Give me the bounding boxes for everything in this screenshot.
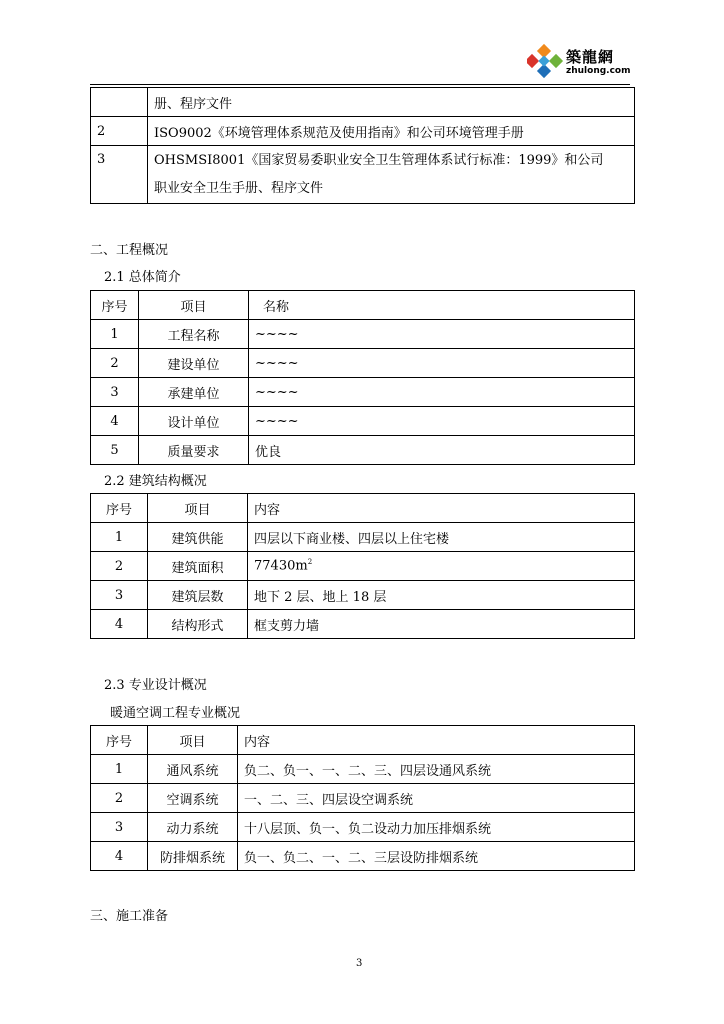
cell: 工程名称 <box>139 320 249 349</box>
row-number: 3 <box>91 146 148 204</box>
cell: 结构形式 <box>148 610 248 639</box>
table-row <box>91 784 635 813</box>
cell: 质量要求 <box>139 436 249 465</box>
cell: 承建单位 <box>139 378 249 407</box>
cell: 建筑供能 <box>148 523 248 552</box>
cell: 建筑层数 <box>148 581 248 610</box>
cell: 1 <box>91 320 139 349</box>
cell: 3 <box>91 813 148 842</box>
cell: 四层以下商业楼、四层以上住宅楼 <box>248 523 635 552</box>
header-divider <box>90 84 630 85</box>
cell: 负一、负二、一、二、三层设防排烟系统 <box>238 842 635 871</box>
row-number: 2 <box>91 117 148 146</box>
cell <box>248 552 635 581</box>
row-text-line: OHSMSI8001《国家贸易委职业安全卫生管理体系试行标准：1999》和公司 <box>154 152 604 168</box>
cell: 1 <box>91 755 148 784</box>
table-row <box>91 842 635 871</box>
table-row <box>91 378 635 407</box>
cell: ~~~~ <box>249 407 635 436</box>
logo-url: zhulong.com <box>566 66 631 76</box>
cell: 1 <box>91 523 148 552</box>
table-row <box>91 117 635 146</box>
section-3-title: 三、施工准备 <box>90 909 169 924</box>
table-row <box>91 320 635 349</box>
cell: ~~~~ <box>249 349 635 378</box>
cell: 2 <box>91 552 148 581</box>
table-row <box>91 407 635 436</box>
row-text-line: 职业安全卫生手册、程序文件 <box>154 180 324 196</box>
cell: 4 <box>91 610 148 639</box>
cell: 动力系统 <box>148 813 238 842</box>
header-cell: 项目 <box>148 494 248 523</box>
header-cell: 序号 <box>91 494 148 523</box>
table-row <box>91 610 635 639</box>
cell: ~~~~ <box>249 320 635 349</box>
table-row <box>91 552 635 581</box>
table-row <box>91 581 635 610</box>
cell: 地下 2 层、地上 18 层 <box>248 581 635 610</box>
cell: 建设单位 <box>139 349 249 378</box>
header-cell: 名称 <box>249 291 635 320</box>
cell: 2 <box>91 784 148 813</box>
hvac-table <box>90 725 635 871</box>
section-2-1-title: 2.1 总体简介 <box>104 270 181 285</box>
header-cell: 内容 <box>238 726 635 755</box>
section-2-2-title: 2.2 建筑结构概况 <box>104 474 207 489</box>
header-cell: 内容 <box>248 494 635 523</box>
reference-table <box>90 87 635 204</box>
row-text: 册、程序文件 <box>148 88 635 117</box>
table-row <box>91 523 635 552</box>
logo-name: 築龍網 <box>566 48 615 66</box>
area-value: 77430m <box>254 558 308 574</box>
cell: 优良 <box>249 436 635 465</box>
area-superscript: 2 <box>307 558 313 567</box>
header-cell: 项目 <box>148 726 238 755</box>
table-row <box>91 813 635 842</box>
row-text <box>148 146 635 204</box>
cell: 防排烟系统 <box>148 842 238 871</box>
section-2-3-subtitle: 暖通空调工程专业概况 <box>110 706 241 721</box>
cell: 一、二、三、四层设空调系统 <box>238 784 635 813</box>
row-text: ISO9002《环境管理体系规范及使用指南》和公司环境管理手册 <box>148 117 635 146</box>
table-row <box>91 755 635 784</box>
cell: 5 <box>91 436 139 465</box>
section-2-title: 二、工程概况 <box>90 243 169 258</box>
table-row <box>91 436 635 465</box>
cell: 3 <box>91 378 139 407</box>
row-number <box>91 88 148 117</box>
cell: 3 <box>91 581 148 610</box>
table-row <box>91 146 635 204</box>
table-header-row <box>91 494 635 523</box>
header-cell: 序号 <box>91 726 148 755</box>
cell: 十八层顶、负一、负二设动力加压排烟系统 <box>238 813 635 842</box>
cell: 4 <box>91 407 139 436</box>
table-row <box>91 349 635 378</box>
cell: 建筑面积 <box>148 552 248 581</box>
cell: 通风系统 <box>148 755 238 784</box>
structure-table <box>90 493 635 639</box>
section-2-3-title: 2.3 专业设计概况 <box>104 678 207 693</box>
header-cell: 序号 <box>91 291 139 320</box>
table-header-row <box>91 726 635 755</box>
cell: 负二、负一、一、二、三、四层设通风系统 <box>238 755 635 784</box>
cell: 设计单位 <box>139 407 249 436</box>
overview-table <box>90 290 635 465</box>
cell: 2 <box>91 349 139 378</box>
cell: 4 <box>91 842 148 871</box>
page-number: 3 <box>356 958 363 969</box>
cell: 框支剪力墙 <box>248 610 635 639</box>
header-cell: 项目 <box>139 291 249 320</box>
table-row <box>91 88 635 117</box>
table-header-row <box>91 291 635 320</box>
cell: ~~~~ <box>249 378 635 407</box>
cell: 空调系统 <box>148 784 238 813</box>
